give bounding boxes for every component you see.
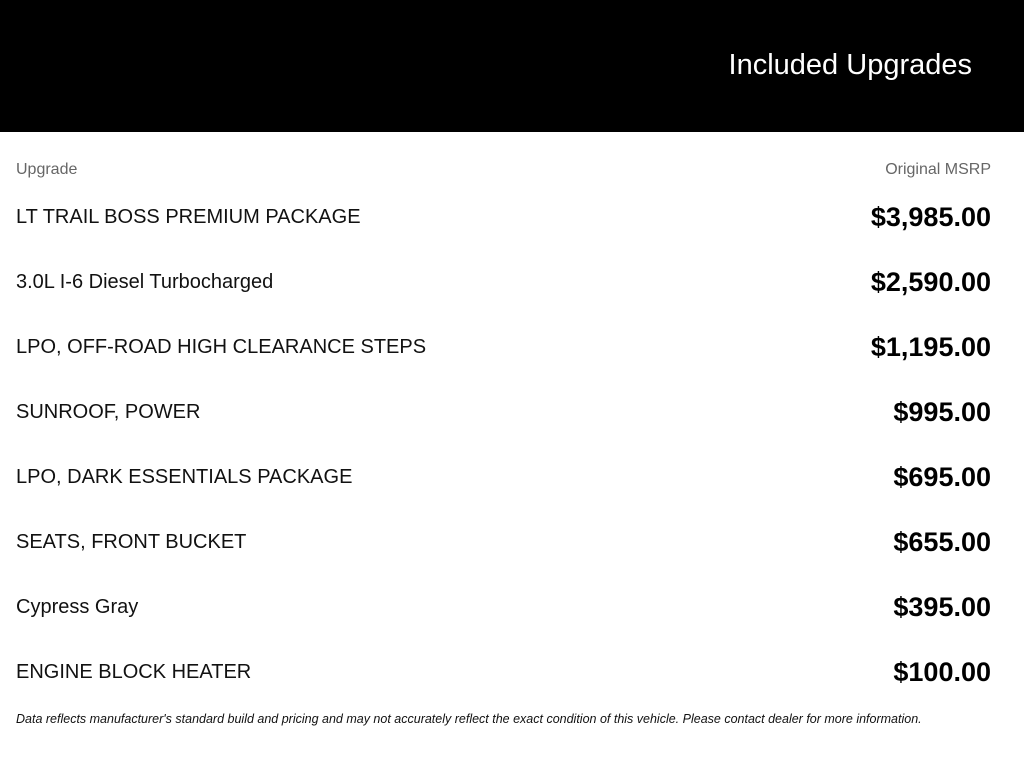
upgrade-price: $695.00 [893,462,991,492]
upgrade-price: $395.00 [893,592,991,622]
page-title: Included Upgrades [728,49,972,81]
upgrade-row [16,380,991,445]
upgrade-row [16,640,991,705]
upgrade-row [16,445,991,510]
header-banner [0,0,1024,132]
upgrade-price: $1,195.00 [870,332,991,362]
upgrade-name: SUNROOF, POWER [16,401,201,423]
upgrade-row [16,185,991,250]
upgrade-row [16,315,991,380]
upgrade-column-header: Upgrade [16,161,78,178]
upgrade-row [16,575,991,640]
upgrade-name: LPO, OFF-ROAD HIGH CLEARANCE STEPS [16,336,427,358]
upgrade-price: $995.00 [893,397,991,427]
upgrade-name: LPO, DARK ESSENTIALS PACKAGE [16,466,353,488]
upgrade-row [16,510,991,575]
upgrade-name: 3.0L I-6 Diesel Turbocharged [16,271,274,293]
upgrades-list [16,185,991,705]
upgrade-price: $2,590.00 [870,267,991,297]
upgrade-price: $655.00 [893,527,991,557]
upgrade-name: LT TRAIL BOSS PREMIUM PACKAGE [16,206,361,228]
upgrade-name: Cypress Gray [16,596,139,618]
upgrade-price: $3,985.00 [870,202,991,232]
upgrade-price: $100.00 [893,657,991,687]
upgrade-name: ENGINE BLOCK HEATER [16,661,252,683]
upgrade-name: SEATS, FRONT BUCKET [16,531,247,553]
disclaimer-text: Data reflects manufacturer's standard build and pricing and may not accurately reflect the exact condition of this vehicle. Please contact dealer for more information. [16,712,922,726]
msrp-column-header: Original MSRP [885,161,991,178]
column-headers [16,160,991,180]
upgrade-row [16,250,991,315]
